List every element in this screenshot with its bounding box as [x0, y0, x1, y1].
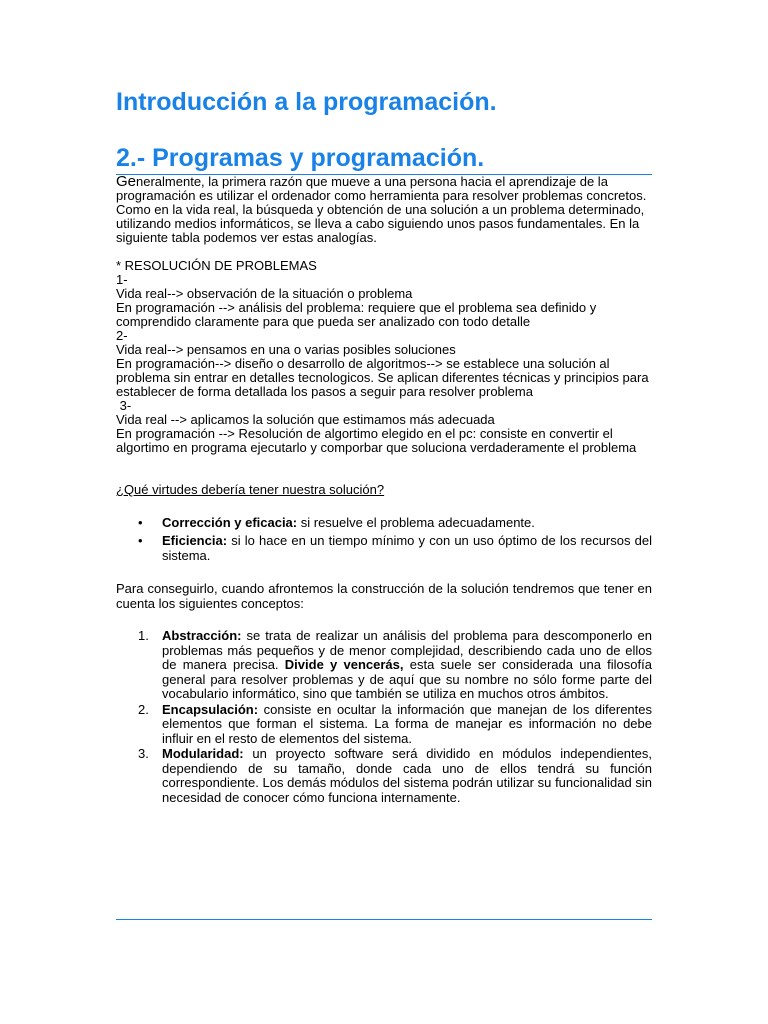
- document-body: [116, 86, 652, 806]
- concepts-intro: Para conseguirlo, cuando afrontemos la construcción de la solución tendremos que tener en cuenta los siguientes conceptos:: [116, 581, 652, 611]
- concept-text: un proyecto software será dividido en módulos independientes, dependiendo de su tamaño, donde cada uno de ellos tendrá su función correspondiente. Los demás módulos del sistema podrán utilizar su funcionalidad sin necesidad de conocer cómo funciona internamente.: [162, 746, 652, 805]
- virtue-term: Eficiencia:: [162, 533, 228, 548]
- document-title: Introducción a la programación.: [116, 88, 497, 116]
- concepts-list: [116, 629, 652, 805]
- list-number: 1.: [138, 628, 149, 643]
- concept-term: Modularidad:: [162, 746, 244, 761]
- list-item: [138, 746, 652, 805]
- virtue-term: Corrección y eficacia:: [162, 515, 298, 530]
- section-heading: 2.- Programas y programación.: [116, 142, 652, 175]
- bullet-icon: •: [138, 533, 143, 548]
- bullet-icon: •: [138, 515, 143, 530]
- virtue-text: si lo hace en un tiempo mínimo y con un uso óptimo de los recursos del sistema.: [162, 533, 652, 563]
- concept-term: Encapsulación:: [162, 701, 259, 717]
- resolution-line: En programación--> diseño o desarrollo de algoritmos--> se establece una solución al: [116, 356, 610, 371]
- concept-text: consiste en ocultar la información que manejan de los diferentes elementos que forman el sistema. La forma de manejar es información no debe influir en el resto de elementos del sistema.: [162, 701, 652, 746]
- list-item: [138, 515, 652, 530]
- resolution-line: Vida real --> aplicamos la solución que estimamos más adecuada: [116, 412, 495, 427]
- resolution-line: 3-: [116, 398, 132, 413]
- concept-term-secondary: Divide y vencerás,: [284, 657, 404, 672]
- intro-text: neralmente, la primera razón que mueve a una persona hacia el aprendizaje de la programación es utilizar el ordenador como herramienta para resolver problemas concretos. Como en la vida real, la búsqueda y obtención de una solución a un problema determinado, utilizando medios informáticos, se lleva a cabo siguiendo unos pasos fundamentales. En la siguiente tabla podemos ver estas analogías.: [116, 174, 647, 245]
- virtues-list: [116, 515, 652, 563]
- resolution-line: problema sin entrar en detalles tecnologicos. Se aplican diferentes técnicas y principios para: [116, 370, 649, 385]
- resolution-heading: * RESOLUCIÓN DE PROBLEMAS: [116, 258, 317, 273]
- footer-divider: [116, 919, 652, 920]
- list-item: [138, 628, 652, 702]
- resolution-line: 2-: [116, 328, 128, 343]
- concept-text: se trata de realizar un análisis del problema para descomponerlo en problemas más pequeños y de menor complejidad, describiendo cada uno de ellos de manera precisa.: [162, 628, 652, 672]
- virtues-question: ¿Qué virtudes debería tener nuestra solución?: [116, 482, 385, 497]
- resolution-block: [116, 259, 652, 455]
- virtue-text: si resuelve el problema adecuadamente.: [297, 515, 535, 530]
- resolution-line: Vida real--> observación de la situación o problema: [116, 286, 413, 301]
- list-number: 3.: [138, 746, 149, 761]
- resolution-line: comprendido claramente para que pueda ser analizado con todo detalle: [116, 314, 531, 329]
- resolution-line: En programación --> análisis del problema: requiere que el problema sea definido y: [116, 300, 597, 315]
- intro-lead: Ge: [116, 173, 137, 190]
- resolution-line: algortimo en programa ejecutarlo y comporbar que soluciona verdaderamente el problema: [116, 440, 637, 455]
- list-number: 2.: [138, 701, 149, 717]
- resolution-line: Vida real--> pensamos en una o varias posibles soluciones: [116, 342, 456, 357]
- list-item: [138, 701, 652, 747]
- resolution-line: En programación --> Resolución de algortimo elegido en el pc: consiste en convertir el: [116, 426, 613, 441]
- resolution-line: 1-: [116, 272, 128, 287]
- concept-term: Abstracción:: [162, 628, 242, 643]
- list-item: [138, 533, 652, 563]
- intro-paragraph: [116, 175, 652, 245]
- concept-text: esta suele ser considerada una filosofía general para resolver problemas y de aquí que su nombre no sólo forme parte del vocabulario informático, sino que también se utiliza en muchos otros ámbitos.: [162, 657, 652, 701]
- resolution-line: establecer de forma detallada los pasos a seguir para resolver problema: [116, 384, 533, 399]
